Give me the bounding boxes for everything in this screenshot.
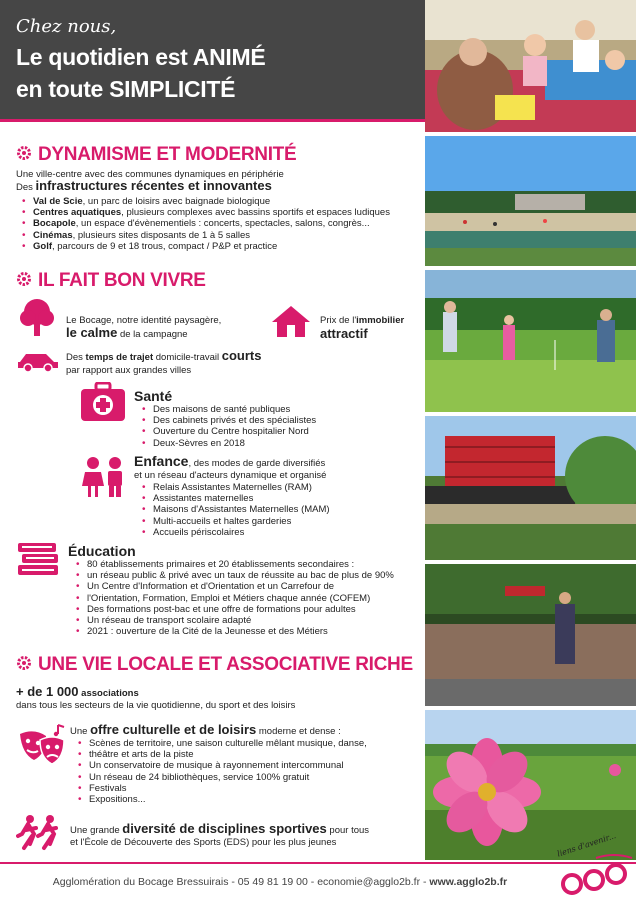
list-item: • Assistantes maternelles <box>140 493 330 504</box>
list-item <box>76 749 367 760</box>
list-item: • Festivals <box>76 783 367 794</box>
trajet-line2: par rapport aux grandes villes <box>66 365 192 376</box>
list-item: • Relais Assistantes Maternelles (RAM) <box>140 482 330 493</box>
footer-contact: Agglomération du Bocage Bressuirais - 05 49 81 19 00 - economie@agglo2b.fr - www.agglo2b.fr <box>52 876 508 888</box>
agglo-logo <box>556 831 634 898</box>
runners-icon <box>16 814 62 852</box>
list-item: • 2021 : ouverture de la Cité de la Jeunesse et des Métiers <box>74 626 394 637</box>
header-title-line2: en toute SIMPLICITÉ <box>16 76 236 102</box>
list-item-continuation: théâtre et arts de la piste <box>89 749 194 761</box>
list-item: • Accueils périscolaires <box>140 527 330 538</box>
list-item <box>74 570 394 581</box>
list-item: • Bocapole, un espace d'évènementiels : concerts, spectacles, salons, congrès... <box>20 218 390 229</box>
section-title-vie-locale: UNE VIE LOCALE ET ASSOCIATIVE RICHE <box>16 654 413 676</box>
list-item: • Scènes de territoire, une saison culturelle mêlant musique, danse, <box>76 738 367 749</box>
bocage-line1: Le Bocage, notre identité paysagère, <box>66 315 222 326</box>
medical-kit-icon <box>80 382 126 422</box>
list-item: • Des formations post-bac et une offre de formations pour adultes <box>74 604 394 615</box>
associations-line2: dans tous les secteurs de la vie quotidienne, du sport et des loisirs <box>16 700 296 711</box>
children-icon <box>80 456 128 498</box>
list-item: • Golf, parcours de 9 et 18 trous, compact / P&P et practice <box>20 241 390 252</box>
books-icon <box>16 542 60 576</box>
tree-icon <box>20 298 54 338</box>
culture-heading: Une offre culturelle et de loisirs moderne et dense : <box>70 722 341 737</box>
theater-masks-icon <box>18 724 68 766</box>
list-item-continuation: l'Orientation, Formation, Emploi et Métiers chaque année (COFEM) <box>87 592 371 604</box>
enfance-intro: et un réseau d'acteurs dynamique et organisé <box>134 470 327 481</box>
immobilier-line1: Prix de l'immobilier <box>320 315 405 326</box>
gear-icon <box>16 655 32 671</box>
list-item <box>140 438 316 449</box>
section-title-dynamisme: DYNAMISME ET MODERNITÉ <box>16 144 296 166</box>
list-item: • Expositions... <box>76 794 367 805</box>
enfance-list <box>140 482 330 538</box>
list-item: • Val de Scie, un parc de loisirs avec baignade biologique <box>20 196 390 207</box>
gear-icon <box>16 271 32 287</box>
infrastructures-heading: Des infrastructures récentes et innovantes <box>16 178 272 193</box>
list-item: • Un réseau de 24 bibliothèques, service 100% gratuit <box>76 772 367 783</box>
logo-rings-icon <box>556 850 634 898</box>
photo-children-playing <box>425 0 636 132</box>
list-item: • Un réseau de transport scolaire adapté <box>74 615 394 626</box>
sante-title: Santé <box>134 388 173 404</box>
photo-circus-show <box>425 564 636 706</box>
header-script: Chez nous, <box>16 16 117 37</box>
bocage-line2: le calme de la campagne <box>66 325 188 340</box>
logo-tagline: liens d'avenir... <box>556 831 618 859</box>
photo-building <box>425 416 636 560</box>
sante-list <box>140 404 316 449</box>
section-title-bon-vivre: IL FAIT BON VIVRE <box>16 270 206 292</box>
culture-list <box>76 738 367 805</box>
footer-divider <box>0 862 636 864</box>
education-title: Éducation <box>68 543 136 559</box>
gear-icon <box>16 145 32 161</box>
education-list <box>74 559 394 637</box>
sport-line2: et l'École de Découverte des Sports (EDS) pour les plus jeunes <box>70 837 337 848</box>
footer-website-link[interactable]: www.agglo2b.fr <box>429 876 508 888</box>
list-item: • Multi-accueils et haltes garderies <box>140 516 330 527</box>
header-title-line1: Le quotidien est ANIMÉ <box>16 44 266 70</box>
trajet-line1: Des temps de trajet domicile-travail courts <box>66 348 262 363</box>
infrastructures-list <box>20 196 390 252</box>
list-item <box>74 593 394 604</box>
list-item: • Cinémas, plusieurs sites disposants de 1 à 5 salles <box>20 230 390 241</box>
enfance-heading: Enfance, des modes de garde diversifiés <box>134 453 326 469</box>
list-item: • Un Centre d'Information et d'Orientation et un Carrefour de <box>74 581 394 592</box>
associations-heading: + de 1 000 associations <box>16 684 139 699</box>
sport-heading: Une grande diversité de disciplines sportives pour tous <box>70 821 370 836</box>
immobilier-attractif: attractif <box>320 326 368 341</box>
list-item-continuation: Deux-Sèvres en 2018 <box>153 437 245 449</box>
photo-golf <box>425 270 636 412</box>
list-item: • Ouverture du Centre hospitalier Nord <box>140 426 316 437</box>
list-item: • 80 établissements primaires et 20 établissements secondaires : <box>74 559 394 570</box>
photo-lake-beach <box>425 136 636 266</box>
list-item: • Maisons d'Assistantes Maternelles (MAM) <box>140 504 330 515</box>
list-item: • Des maisons de santé publiques <box>140 404 316 415</box>
list-item: • Un conservatoire de musique à rayonnement intercommunal <box>76 760 367 771</box>
house-icon <box>270 304 312 338</box>
dynamisme-intro: Une ville-centre avec des communes dynamiques en périphérie <box>16 169 284 180</box>
car-icon <box>16 350 60 372</box>
list-item-continuation: un réseau public & privé avec un taux de réussite au bac de plus de 90% <box>87 570 394 582</box>
list-item: • Des cabinets privés et des spécialistes <box>140 415 316 426</box>
list-item: • Centres aquatiques, plusieurs complexes avec bassins sportifs et espaces ludiques <box>20 207 390 218</box>
